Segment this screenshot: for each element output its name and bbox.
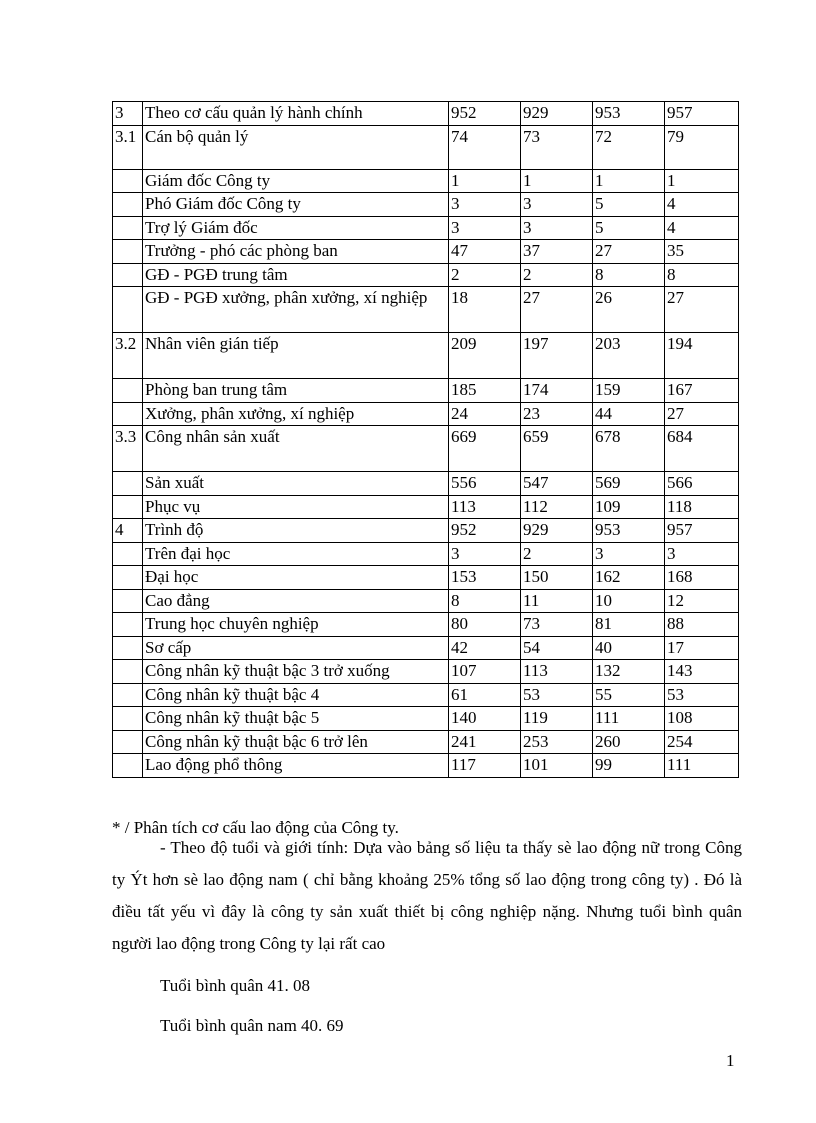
value-cell: 3 — [449, 542, 521, 566]
category-cell: Công nhân kỹ thuật bậc 3 trở xuống — [143, 660, 449, 684]
value-cell: 659 — [521, 426, 593, 472]
value-cell: 80 — [449, 613, 521, 637]
value-cell: 47 — [449, 240, 521, 264]
row-index-cell — [113, 379, 143, 403]
value-cell: 73 — [521, 613, 593, 637]
value-cell: 547 — [521, 472, 593, 496]
category-cell: Trình độ — [143, 519, 449, 543]
value-cell: 109 — [593, 495, 665, 519]
value-cell: 678 — [593, 426, 665, 472]
table-row — [113, 193, 739, 217]
table-row — [113, 125, 739, 169]
value-cell: 74 — [449, 125, 521, 169]
value-cell: 55 — [593, 683, 665, 707]
value-cell: 72 — [593, 125, 665, 169]
category-cell: Công nhân kỹ thuật bậc 6 trở lên — [143, 730, 449, 754]
value-cell: 8 — [665, 263, 739, 287]
category-cell: Trưởng - phó các phòng ban — [143, 240, 449, 264]
category-cell: GĐ - PGĐ trung tâm — [143, 263, 449, 287]
value-cell: 101 — [521, 754, 593, 778]
value-cell: 153 — [449, 566, 521, 590]
table-row — [113, 683, 739, 707]
value-cell: 99 — [593, 754, 665, 778]
table-row — [113, 333, 739, 379]
value-cell: 168 — [665, 566, 739, 590]
table-row — [113, 263, 739, 287]
value-cell: 957 — [665, 519, 739, 543]
value-cell: 35 — [665, 240, 739, 264]
row-index-cell — [113, 240, 143, 264]
table-row — [113, 754, 739, 778]
table-row — [113, 589, 739, 613]
value-cell: 17 — [665, 636, 739, 660]
value-cell: 260 — [593, 730, 665, 754]
value-cell: 5 — [593, 216, 665, 240]
value-cell: 174 — [521, 379, 593, 403]
category-cell: Phó Giám đốc Công ty — [143, 193, 449, 217]
row-index-cell — [113, 542, 143, 566]
value-cell: 44 — [593, 402, 665, 426]
category-cell: Đại học — [143, 566, 449, 590]
category-cell: Nhân viên gián tiếp — [143, 333, 449, 379]
value-cell: 2 — [449, 263, 521, 287]
value-cell: 3 — [521, 193, 593, 217]
value-cell: 11 — [521, 589, 593, 613]
row-index-cell — [113, 472, 143, 496]
row-index-cell — [113, 589, 143, 613]
table-row — [113, 636, 739, 660]
value-cell: 113 — [449, 495, 521, 519]
value-cell: 8 — [593, 263, 665, 287]
value-cell: 54 — [521, 636, 593, 660]
table-row — [113, 426, 739, 472]
value-cell: 957 — [665, 102, 739, 126]
category-cell: Lao động phổ thông — [143, 754, 449, 778]
table-row — [113, 402, 739, 426]
value-cell: 12 — [665, 589, 739, 613]
value-cell: 162 — [593, 566, 665, 590]
value-cell: 1 — [665, 169, 739, 193]
value-cell: 952 — [449, 102, 521, 126]
value-cell: 61 — [449, 683, 521, 707]
table-row — [113, 542, 739, 566]
value-cell: 556 — [449, 472, 521, 496]
category-cell: Sản xuất — [143, 472, 449, 496]
table-row — [113, 102, 739, 126]
value-cell: 117 — [449, 754, 521, 778]
value-cell: 669 — [449, 426, 521, 472]
value-cell: 1 — [593, 169, 665, 193]
value-cell: 3 — [593, 542, 665, 566]
average-age-line: Tuổi bình quân 41. 08 — [160, 976, 311, 995]
value-cell: 113 — [521, 660, 593, 684]
value-cell: 40 — [593, 636, 665, 660]
row-index-cell — [113, 636, 143, 660]
value-cell: 185 — [449, 379, 521, 403]
category-cell: Theo cơ cấu quản lý hành chính — [143, 102, 449, 126]
row-index-cell — [113, 683, 143, 707]
table-row — [113, 169, 739, 193]
value-cell: 53 — [665, 683, 739, 707]
table-row — [113, 216, 739, 240]
value-cell: 197 — [521, 333, 593, 379]
value-cell: 4 — [665, 193, 739, 217]
category-cell: GĐ - PGĐ xưởng, phân xưởng, xí nghiệp — [143, 287, 449, 333]
table-row — [113, 730, 739, 754]
value-cell: 81 — [593, 613, 665, 637]
table-body — [113, 102, 739, 778]
category-cell: Công nhân kỹ thuật bậc 4 — [143, 683, 449, 707]
value-cell: 118 — [665, 495, 739, 519]
category-cell: Phòng ban trung tâm — [143, 379, 449, 403]
value-cell: 111 — [593, 707, 665, 731]
value-cell: 108 — [665, 707, 739, 731]
value-cell: 111 — [665, 754, 739, 778]
value-cell: 254 — [665, 730, 739, 754]
value-cell: 241 — [449, 730, 521, 754]
value-cell: 194 — [665, 333, 739, 379]
value-cell: 8 — [449, 589, 521, 613]
value-cell: 209 — [449, 333, 521, 379]
row-index-cell — [113, 263, 143, 287]
value-cell: 952 — [449, 519, 521, 543]
value-cell: 143 — [665, 660, 739, 684]
table-row — [113, 472, 739, 496]
row-index-cell — [113, 495, 143, 519]
value-cell: 24 — [449, 402, 521, 426]
category-cell: Cán bộ quản lý — [143, 125, 449, 169]
value-cell: 27 — [593, 240, 665, 264]
row-index-cell — [113, 754, 143, 778]
average-age-male-line: Tuổi bình quân nam 40. 69 — [160, 1016, 344, 1035]
category-cell: Công nhân sản xuất — [143, 426, 449, 472]
value-cell: 27 — [521, 287, 593, 333]
row-index-cell — [113, 216, 143, 240]
value-cell: 53 — [521, 683, 593, 707]
row-index-cell: 3.3 — [113, 426, 143, 472]
value-cell: 2 — [521, 542, 593, 566]
value-cell: 132 — [593, 660, 665, 684]
table-row — [113, 495, 739, 519]
labor-structure-table — [112, 101, 739, 778]
section-heading: * / Phân tích cơ cấu lao động của Công ty. — [112, 818, 399, 837]
category-cell: Trên đại học — [143, 542, 449, 566]
row-index-cell — [113, 287, 143, 333]
value-cell: 2 — [521, 263, 593, 287]
page-number: 1 — [726, 1051, 735, 1070]
row-index-cell — [113, 402, 143, 426]
analysis-paragraph: - Theo độ tuổi và giới tính: Dựa vào bảng số liệu ta thấy sè lao động nữ trong Công ty Ýt hơn sè lao động nam ( chỉ bằng khoảng 25% tổng số lao động trong công ty) . Đó là điều tất yếu vì đây là công ty sản xuất thiết bị công nghiệp nặng. Nhưng tuổi bình quân người lao động trong Công ty lại rất cao — [112, 838, 742, 953]
value-cell: 566 — [665, 472, 739, 496]
value-cell: 26 — [593, 287, 665, 333]
value-cell: 37 — [521, 240, 593, 264]
value-cell: 119 — [521, 707, 593, 731]
row-index-cell — [113, 730, 143, 754]
row-index-cell — [113, 193, 143, 217]
value-cell: 953 — [593, 519, 665, 543]
value-cell: 684 — [665, 426, 739, 472]
table-row — [113, 287, 739, 333]
value-cell: 10 — [593, 589, 665, 613]
value-cell: 3 — [449, 193, 521, 217]
value-cell: 167 — [665, 379, 739, 403]
value-cell: 27 — [665, 402, 739, 426]
value-cell: 1 — [449, 169, 521, 193]
value-cell: 203 — [593, 333, 665, 379]
category-cell: Xưởng, phân xưởng, xí nghiệp — [143, 402, 449, 426]
row-index-cell: 3 — [113, 102, 143, 126]
value-cell: 3 — [665, 542, 739, 566]
row-index-cell — [113, 660, 143, 684]
value-cell: 929 — [521, 519, 593, 543]
table-row — [113, 519, 739, 543]
value-cell: 18 — [449, 287, 521, 333]
row-index-cell: 4 — [113, 519, 143, 543]
table-row — [113, 379, 739, 403]
value-cell: 140 — [449, 707, 521, 731]
table-row — [113, 566, 739, 590]
category-cell: Trợ lý Giám đốc — [143, 216, 449, 240]
table-row — [113, 613, 739, 637]
value-cell: 27 — [665, 287, 739, 333]
value-cell: 42 — [449, 636, 521, 660]
value-cell: 107 — [449, 660, 521, 684]
value-cell: 5 — [593, 193, 665, 217]
value-cell: 159 — [593, 379, 665, 403]
value-cell: 929 — [521, 102, 593, 126]
row-index-cell — [113, 169, 143, 193]
value-cell: 23 — [521, 402, 593, 426]
table-row — [113, 240, 739, 264]
table-row — [113, 660, 739, 684]
category-cell: Phục vụ — [143, 495, 449, 519]
value-cell: 150 — [521, 566, 593, 590]
value-cell: 3 — [449, 216, 521, 240]
row-index-cell — [113, 707, 143, 731]
table-row — [113, 707, 739, 731]
value-cell: 1 — [521, 169, 593, 193]
value-cell: 953 — [593, 102, 665, 126]
value-cell: 112 — [521, 495, 593, 519]
value-cell: 569 — [593, 472, 665, 496]
value-cell: 88 — [665, 613, 739, 637]
category-cell: Giám đốc Công ty — [143, 169, 449, 193]
category-cell: Công nhân kỹ thuật bậc 5 — [143, 707, 449, 731]
value-cell: 79 — [665, 125, 739, 169]
row-index-cell — [113, 613, 143, 637]
category-cell: Cao đẳng — [143, 589, 449, 613]
value-cell: 253 — [521, 730, 593, 754]
category-cell: Trung học chuyên nghiệp — [143, 613, 449, 637]
category-cell: Sơ cấp — [143, 636, 449, 660]
row-index-cell: 3.2 — [113, 333, 143, 379]
row-index-cell: 3.1 — [113, 125, 143, 169]
value-cell: 3 — [521, 216, 593, 240]
row-index-cell — [113, 566, 143, 590]
value-cell: 4 — [665, 216, 739, 240]
value-cell: 73 — [521, 125, 593, 169]
